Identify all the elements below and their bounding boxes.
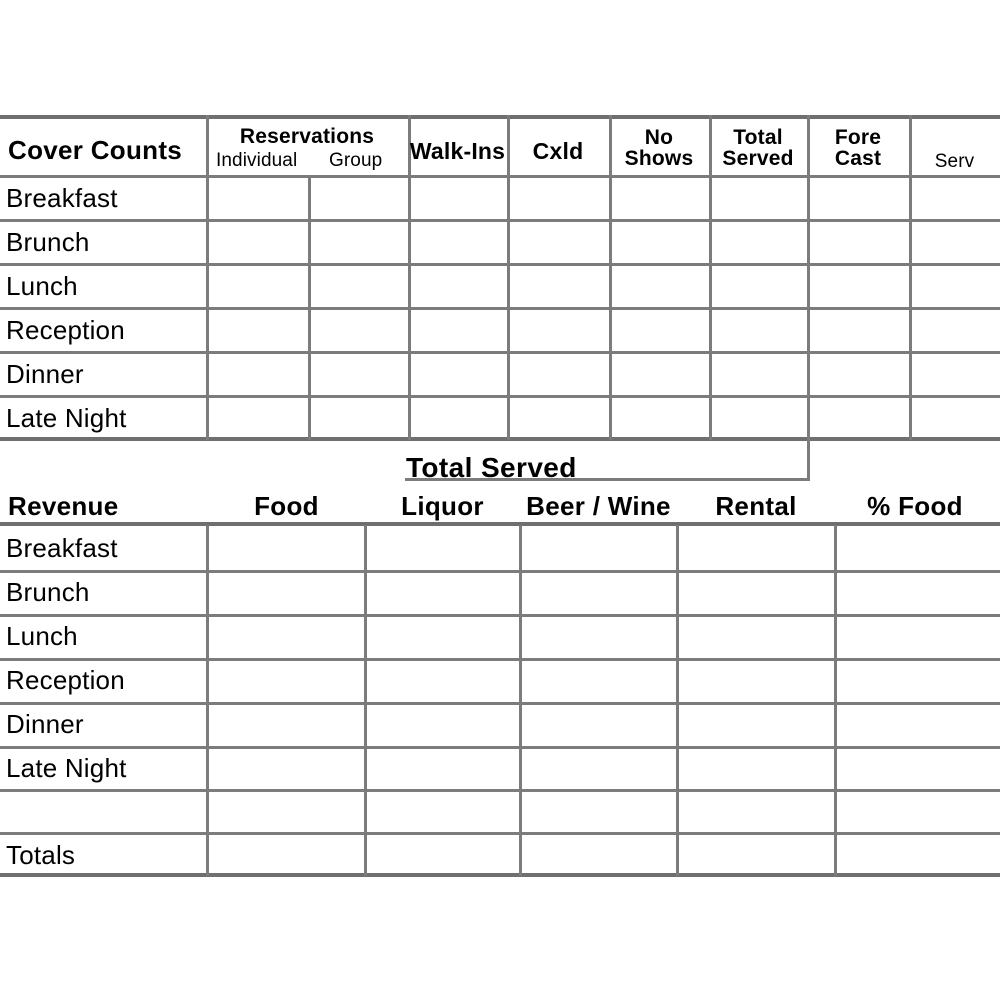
cover-counts-data-cell[interactable] <box>712 222 805 260</box>
reservations-group-header <box>206 126 408 147</box>
column-header-percent-food <box>835 493 995 520</box>
cover-counts-data-cell[interactable] <box>510 398 607 436</box>
cover-counts-data-cell[interactable] <box>912 222 998 260</box>
column-header-cxld <box>507 140 609 163</box>
cover-counts-data-cell[interactable] <box>810 178 907 216</box>
cover-counts-data-cell[interactable] <box>912 398 998 436</box>
cover-counts-data-cell[interactable] <box>209 310 306 348</box>
cover-counts-data-cell[interactable] <box>810 398 907 436</box>
revenue-data-cell[interactable] <box>367 617 517 655</box>
revenue-data-cell[interactable] <box>837 528 997 566</box>
grid-line-horizontal <box>0 522 1000 526</box>
revenue-data-cell[interactable] <box>367 528 517 566</box>
revenue-section-title: Revenue <box>8 491 119 521</box>
cover-counts-data-cell[interactable] <box>712 310 805 348</box>
cover-counts-data-cell[interactable] <box>311 354 406 392</box>
cover-counts-data-cell[interactable] <box>411 354 505 392</box>
cover-counts-data-cell[interactable] <box>712 354 805 392</box>
revenue-data-cell[interactable] <box>522 749 674 787</box>
total-served-line2: Served <box>722 147 794 171</box>
cover-counts-data-cell[interactable] <box>912 354 998 392</box>
revenue-row-label: Dinner <box>6 709 84 739</box>
cover-counts-data-cell[interactable] <box>810 266 907 304</box>
column-header-total-served <box>709 127 807 170</box>
cover-counts-data-cell[interactable] <box>712 398 805 436</box>
cover-counts-data-cell[interactable] <box>411 266 505 304</box>
cover-counts-data-cell[interactable] <box>311 398 406 436</box>
cover-counts-data-cell[interactable] <box>612 222 707 260</box>
revenue-data-cell[interactable] <box>522 792 674 830</box>
no-shows-line2: Shows <box>624 147 694 171</box>
cover-counts-data-cell[interactable] <box>510 310 607 348</box>
cover-counts-row-label: Brunch <box>6 227 90 257</box>
column-header-beer-wine <box>520 493 677 520</box>
revenue-data-cell[interactable] <box>679 661 832 699</box>
grid-line-horizontal <box>0 115 1000 119</box>
cover-counts-data-cell[interactable] <box>612 266 707 304</box>
cover-counts-data-cell[interactable] <box>612 398 707 436</box>
revenue-row-label: Lunch <box>6 621 78 651</box>
revenue-data-cell[interactable] <box>522 617 674 655</box>
cover-counts-data-cell[interactable] <box>411 178 505 216</box>
revenue-data-cell[interactable] <box>209 573 362 611</box>
column-header-liquor <box>365 493 520 520</box>
cover-counts-data-cell[interactable] <box>612 310 707 348</box>
revenue-data-cell[interactable] <box>209 528 362 566</box>
column-header-rental <box>677 493 835 520</box>
revenue-data-cell[interactable] <box>679 528 832 566</box>
cover-counts-data-cell[interactable] <box>510 354 607 392</box>
revenue-data-cell[interactable] <box>837 749 997 787</box>
cover-counts-data-cell[interactable] <box>209 398 306 436</box>
grid-line-horizontal <box>0 873 1000 877</box>
cover-counts-data-cell[interactable] <box>411 222 505 260</box>
cover-counts-data-cell[interactable] <box>912 310 998 348</box>
food-label: Food <box>254 491 319 521</box>
cover-counts-data-cell[interactable] <box>912 266 998 304</box>
revenue-data-cell[interactable] <box>209 835 362 873</box>
cover-counts-data-cell[interactable] <box>411 398 505 436</box>
revenue-data-cell[interactable] <box>522 528 674 566</box>
revenue-data-cell[interactable] <box>679 705 832 743</box>
column-header-serv <box>909 152 1000 171</box>
cover-counts-data-cell[interactable] <box>612 354 707 392</box>
no-shows-line1: No <box>644 126 674 149</box>
cover-counts-section-title: Cover Counts <box>8 135 183 165</box>
cover-counts-data-cell[interactable] <box>612 178 707 216</box>
cover-counts-data-cell[interactable] <box>209 222 306 260</box>
revenue-data-cell[interactable] <box>837 661 997 699</box>
revenue-data-cell[interactable] <box>367 661 517 699</box>
cover-counts-row-label: Dinner <box>6 359 84 389</box>
cover-counts-data-cell[interactable] <box>311 310 406 348</box>
cover-counts-data-cell[interactable] <box>209 354 306 392</box>
cover-counts-data-cell[interactable] <box>510 178 607 216</box>
column-header-individual: Individual <box>216 150 298 171</box>
cover-counts-row-label: Reception <box>6 315 125 345</box>
revenue-data-cell[interactable] <box>837 835 997 873</box>
cover-counts-data-cell[interactable] <box>311 222 406 260</box>
revenue-data-cell[interactable] <box>679 617 832 655</box>
revenue-row-label: Late Night <box>6 753 127 783</box>
fore-cast-line1: Fore <box>834 126 882 149</box>
serv-label: Serv <box>934 151 975 172</box>
cxld-label: Cxld <box>532 138 584 164</box>
fore-cast-line2: Cast <box>834 147 882 171</box>
cover-counts-data-cell[interactable] <box>311 178 406 216</box>
revenue-data-cell[interactable] <box>367 573 517 611</box>
revenue-data-cell[interactable] <box>209 749 362 787</box>
cover-counts-data-cell[interactable] <box>912 178 998 216</box>
revenue-data-cell[interactable] <box>679 835 832 873</box>
grid-line-horizontal <box>0 437 1000 441</box>
revenue-data-cell[interactable] <box>522 835 674 873</box>
walk-ins-label: Walk-Ins <box>409 138 506 164</box>
column-header-food <box>208 493 365 520</box>
cover-counts-data-cell[interactable] <box>712 178 805 216</box>
revenue-data-cell[interactable] <box>522 573 674 611</box>
revenue-data-cell[interactable] <box>209 661 362 699</box>
reservations-label: Reservations <box>239 125 375 148</box>
revenue-data-cell[interactable] <box>209 792 362 830</box>
cover-counts-data-cell[interactable] <box>510 222 607 260</box>
cover-counts-data-cell[interactable] <box>712 266 805 304</box>
revenue-data-cell[interactable] <box>837 617 997 655</box>
percent-food-label: % Food <box>867 491 963 521</box>
cover-counts-data-cell[interactable] <box>810 310 907 348</box>
cover-counts-data-cell[interactable] <box>311 266 406 304</box>
column-header-fore-cast <box>807 127 909 170</box>
revenue-data-cell[interactable] <box>837 573 997 611</box>
revenue-data-cell[interactable] <box>837 705 997 743</box>
cover-counts-data-cell[interactable] <box>209 178 306 216</box>
revenue-row-label: Breakfast <box>6 533 118 563</box>
revenue-data-cell[interactable] <box>679 749 832 787</box>
revenue-data-cell[interactable] <box>522 705 674 743</box>
revenue-row-label: Brunch <box>6 577 90 607</box>
revenue-row-label: Totals <box>6 840 76 870</box>
revenue-data-cell[interactable] <box>367 835 517 873</box>
cover-counts-data-cell[interactable] <box>510 266 607 304</box>
revenue-data-cell[interactable] <box>367 792 517 830</box>
beer-wine-label: Beer / Wine <box>526 491 671 521</box>
cover-counts-data-cell[interactable] <box>209 266 306 304</box>
cover-counts-data-cell[interactable] <box>810 222 907 260</box>
revenue-data-cell[interactable] <box>679 792 832 830</box>
revenue-row-label: Reception <box>6 665 125 695</box>
column-header-walk-ins <box>408 140 507 163</box>
revenue-data-cell[interactable] <box>522 661 674 699</box>
revenue-data-cell[interactable] <box>837 792 997 830</box>
cover-counts-row-label: Lunch <box>6 271 78 301</box>
total-served-line1: Total <box>733 126 783 149</box>
grid-line-vertical <box>807 440 810 480</box>
cover-counts-data-cell[interactable] <box>411 310 505 348</box>
total-served-banner-label: Total Served <box>406 452 577 483</box>
revenue-data-cell[interactable] <box>367 705 517 743</box>
revenue-data-cell[interactable] <box>209 617 362 655</box>
cover-counts-row-label: Breakfast <box>6 183 118 213</box>
column-header-group: Group <box>329 150 383 171</box>
column-header-no-shows <box>609 127 709 170</box>
liquor-label: Liquor <box>401 491 484 521</box>
revenue-data-cell[interactable] <box>209 705 362 743</box>
revenue-data-cell[interactable] <box>367 749 517 787</box>
rental-label: Rental <box>715 491 797 521</box>
revenue-data-cell[interactable] <box>679 573 832 611</box>
cover-counts-row-label: Late Night <box>6 403 127 433</box>
cover-counts-data-cell[interactable] <box>810 354 907 392</box>
